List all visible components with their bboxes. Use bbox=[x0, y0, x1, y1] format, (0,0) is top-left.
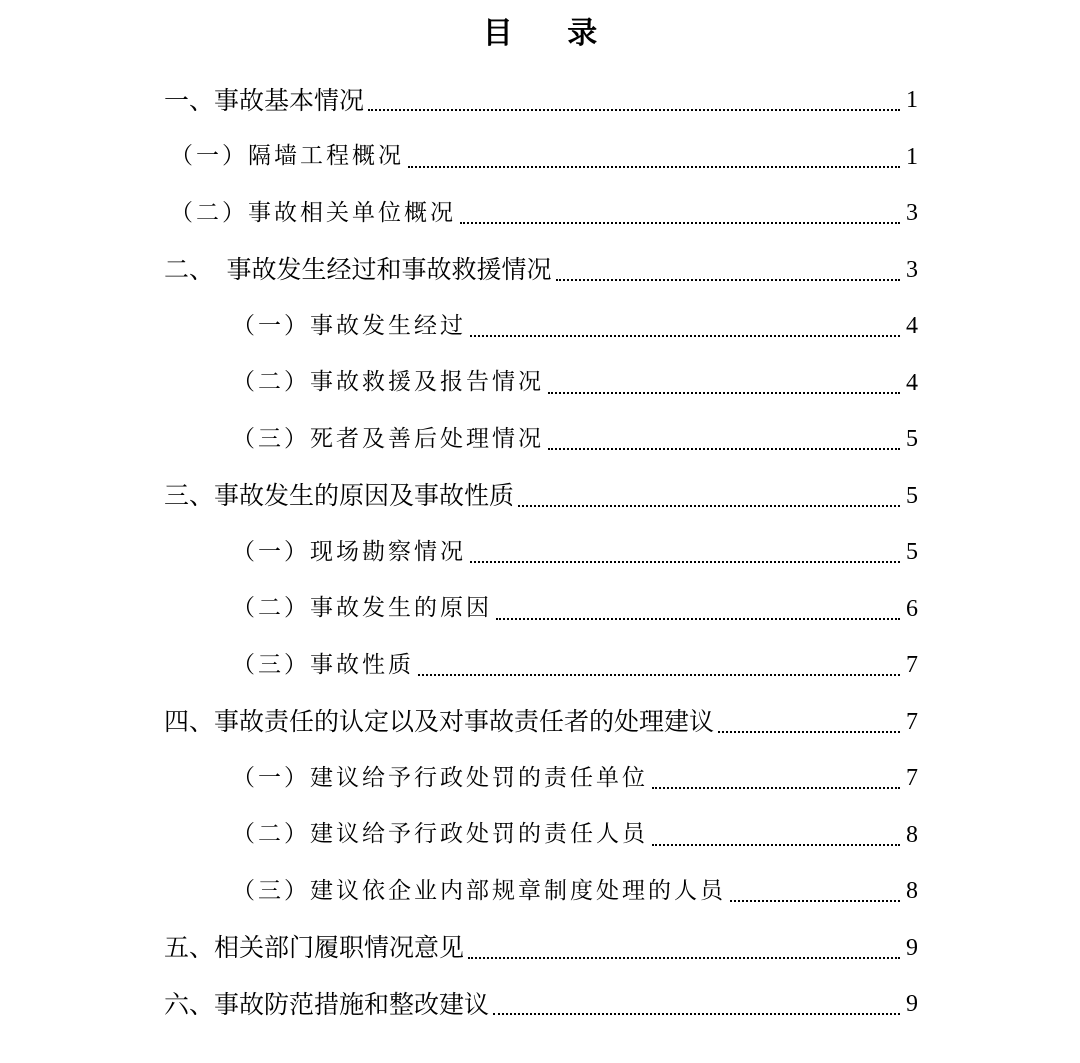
dot-leader bbox=[468, 947, 900, 959]
toc-entry-page-number: 1 bbox=[906, 143, 918, 170]
toc-entry-label: （一）隔墙工程概况 bbox=[170, 143, 404, 170]
toc-entry-label: （三）事故性质 bbox=[232, 651, 414, 678]
dot-leader bbox=[718, 721, 900, 733]
toc-entry-section-1[interactable] bbox=[0, 72, 1080, 129]
toc-entry-label: （二）事故发生的原因 bbox=[232, 595, 492, 622]
dot-leader bbox=[652, 777, 900, 789]
toc-list bbox=[0, 72, 1080, 1033]
dot-leader bbox=[652, 834, 900, 846]
toc-entry-page-number: 7 bbox=[906, 765, 918, 792]
toc-entry-label: （三）死者及善后处理情况 bbox=[232, 425, 544, 452]
toc-entry-section-3[interactable] bbox=[0, 468, 1080, 525]
dot-leader bbox=[493, 1003, 900, 1015]
toc-entry-label: 三、事故发生的原因及事故性质 bbox=[164, 481, 515, 511]
dot-leader bbox=[460, 212, 900, 224]
toc-entry-label: 四、事故责任的认定以及对事故责任者的处理建议 bbox=[164, 707, 715, 737]
toc-entry-label: （三）建议依企业内部规章制度处理的人员 bbox=[232, 877, 726, 904]
toc-entry-subsection-4-3[interactable] bbox=[0, 863, 1080, 920]
dot-leader bbox=[418, 664, 900, 676]
toc-entry-page-number: 7 bbox=[906, 708, 918, 735]
toc-entry-subsection-1-2[interactable] bbox=[0, 185, 1080, 242]
toc-entry-page-number: 9 bbox=[906, 991, 918, 1018]
toc-entry-page-number: 4 bbox=[906, 369, 918, 396]
toc-entry-section-2[interactable] bbox=[0, 242, 1080, 299]
toc-entry-subsection-4-1[interactable] bbox=[0, 750, 1080, 807]
toc-entry-subsection-3-2[interactable] bbox=[0, 581, 1080, 638]
toc-entry-page-number: 9 bbox=[906, 934, 918, 961]
toc-entry-label: 六、事故防范措施和整改建议 bbox=[164, 989, 490, 1019]
toc-entry-label: 五、相关部门履职情况意见 bbox=[164, 933, 465, 963]
toc-entry-subsection-2-3[interactable] bbox=[0, 411, 1080, 468]
toc-entry-section-5[interactable] bbox=[0, 920, 1080, 977]
toc-entry-label: 一、事故基本情况 bbox=[164, 85, 365, 115]
dot-leader bbox=[518, 495, 900, 507]
toc-entry-page-number: 5 bbox=[906, 539, 918, 566]
dot-leader bbox=[556, 269, 900, 281]
toc-entry-subsection-4-2[interactable] bbox=[0, 807, 1080, 864]
dot-leader bbox=[548, 438, 900, 450]
dot-leader bbox=[730, 890, 900, 902]
dot-leader bbox=[548, 382, 900, 394]
toc-entry-page-number: 3 bbox=[906, 200, 918, 227]
toc-entry-label: 二、 事故发生经过和事故救援情况 bbox=[164, 255, 552, 285]
toc-title: 目 录 bbox=[482, 16, 620, 51]
toc-entry-label: （一）现场勘察情况 bbox=[232, 538, 466, 565]
toc-entry-subsection-2-2[interactable] bbox=[0, 355, 1080, 412]
toc-entry-subsection-1-1[interactable] bbox=[0, 129, 1080, 186]
toc-entry-section-6[interactable] bbox=[0, 976, 1080, 1033]
toc-entry-label: （二）事故相关单位概况 bbox=[170, 199, 456, 226]
toc-entry-subsection-3-3[interactable] bbox=[0, 637, 1080, 694]
dot-leader bbox=[368, 99, 900, 111]
toc-entry-label: （一）建议给予行政处罚的责任单位 bbox=[232, 764, 648, 791]
dot-leader bbox=[408, 156, 900, 168]
toc-entry-subsection-2-1[interactable] bbox=[0, 298, 1080, 355]
toc-entry-page-number: 1 bbox=[906, 87, 918, 114]
toc-entry-page-number: 5 bbox=[906, 426, 918, 453]
dot-leader bbox=[496, 608, 900, 620]
toc-entry-page-number: 8 bbox=[906, 821, 918, 848]
toc-entry-label: （二）建议给予行政处罚的责任人员 bbox=[232, 821, 648, 848]
toc-entry-page-number: 3 bbox=[906, 256, 918, 283]
toc-entry-subsection-3-1[interactable] bbox=[0, 524, 1080, 581]
dot-leader bbox=[470, 325, 900, 337]
toc-entry-page-number: 7 bbox=[906, 652, 918, 679]
toc-entry-label: （二）事故救援及报告情况 bbox=[232, 369, 544, 396]
toc-entry-page-number: 8 bbox=[906, 878, 918, 905]
toc-entry-section-4[interactable] bbox=[0, 694, 1080, 751]
toc-entry-page-number: 4 bbox=[906, 313, 918, 340]
toc-entry-label: （一）事故发生经过 bbox=[232, 312, 466, 339]
dot-leader bbox=[470, 551, 900, 563]
toc-entry-page-number: 5 bbox=[906, 482, 918, 509]
toc-entry-page-number: 6 bbox=[906, 595, 918, 622]
